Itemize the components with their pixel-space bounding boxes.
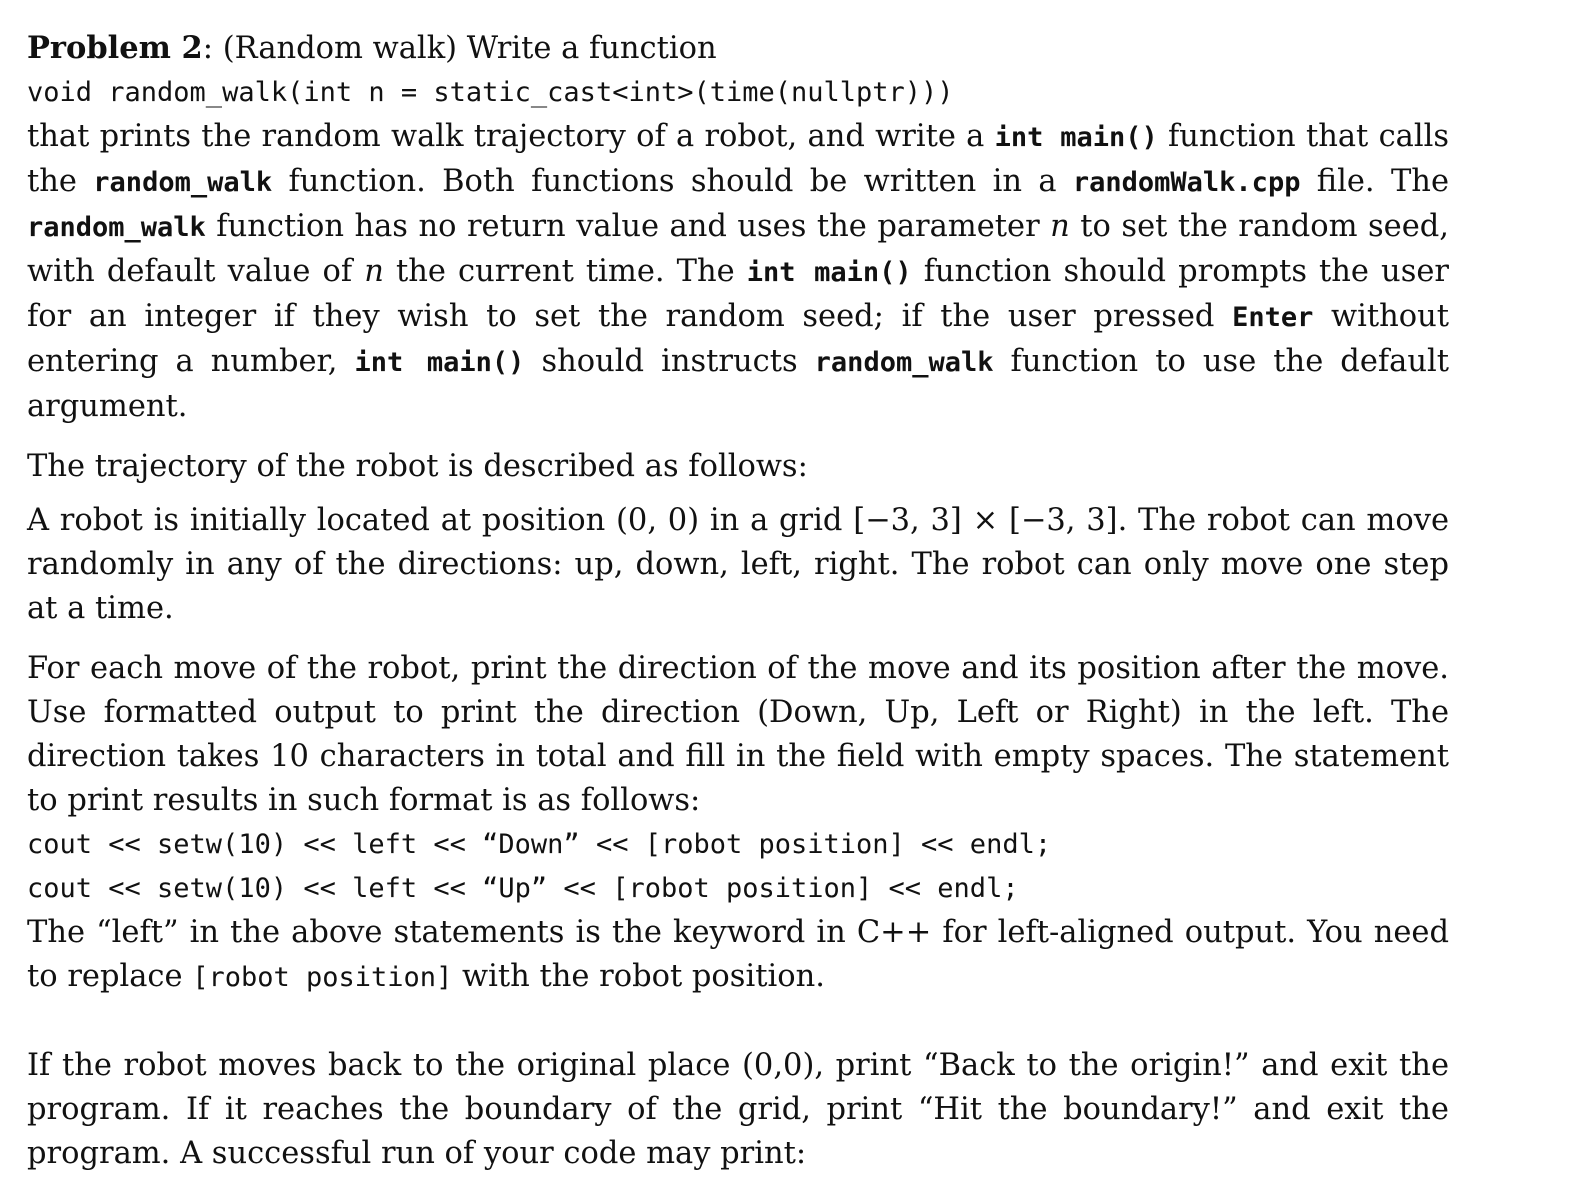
code-int-main: int main() bbox=[354, 347, 525, 378]
code-random-walk: random_walk bbox=[27, 212, 206, 243]
variable-n: n bbox=[1050, 209, 1070, 244]
text: The “left” in the above statements is the keyword in C++ for left-aligned output. You need to replace bbox=[27, 915, 1449, 994]
text: to set the random seed, with default value of bbox=[27, 209, 1449, 289]
code-line-down: cout << setw(10) << left << “Down” << [robot position] << endl; bbox=[27, 829, 1052, 860]
problem-document bbox=[27, 26, 1449, 1176]
text: should instructs bbox=[524, 344, 815, 379]
code-filename: randomWalk.cpp bbox=[1072, 167, 1301, 198]
code-int-main: int main() bbox=[746, 257, 912, 288]
function-signature: void random_walk(int n = static_cast<int>(time(nullptr))) bbox=[27, 77, 954, 108]
code-line-up: cout << setw(10) << left << “Up” << [robot position] << endl; bbox=[27, 873, 1019, 904]
variable-n: n bbox=[364, 254, 384, 289]
code-enter: Enter bbox=[1232, 302, 1314, 333]
text: file. The bbox=[1300, 164, 1449, 199]
text: function has no return value and uses the parameter bbox=[205, 209, 1051, 244]
text: the current time. The bbox=[383, 254, 747, 289]
text: with the robot position. bbox=[452, 959, 825, 994]
problem-label: Problem 2 bbox=[27, 30, 203, 66]
paragraph-grid-description: A robot is initially located at position (0, 0) in a grid [−3, 3] × [−3, 3]. The robot can move randomly in any of the directions: up, down, left, right. The robot can only move one step at a time. bbox=[27, 503, 1449, 626]
code-int-main: int main() bbox=[994, 122, 1158, 153]
text: that prints the random walk trajectory of a robot, and write a bbox=[27, 119, 995, 154]
text: function. Both functions should be written in a bbox=[272, 164, 1073, 199]
code-random-walk: random_walk bbox=[93, 167, 273, 198]
text: function should prompts the user for an integer if they wish to set the random seed; if the user pressed bbox=[27, 254, 1449, 334]
paragraph-output-format: For each move of the robot, print the direction of the move and its position after the move. Use formatted output to print the direction (Down, Up, Left or Right) in the left. The direction takes 10 characters in total and fill in the field with empty spaces. The statement to print results in such format is as follows: bbox=[27, 651, 1449, 818]
paragraph-left-keyword bbox=[27, 911, 1449, 1000]
code-robot-position: [robot position] bbox=[192, 962, 453, 993]
problem-heading-text: : (Random walk) Write a function bbox=[202, 31, 717, 66]
text: without entering a number, bbox=[27, 299, 1450, 379]
problem-heading bbox=[27, 26, 1449, 71]
paragraph-exit-conditions: If the robot moves back to the original place (0,0), print “Back to the origin!” and exit the program. If it reaches the boundary of the grid, print “Hit the boundary!” and exit the program. A successful run of your code may print: bbox=[27, 1048, 1449, 1171]
paragraph-description bbox=[27, 115, 1449, 429]
text: function to use the default argument. bbox=[27, 344, 1449, 424]
text: function that calls the bbox=[27, 119, 1449, 199]
paragraph-trajectory-intro: The trajectory of the robot is described as follows: bbox=[27, 449, 808, 484]
code-random-walk: random_walk bbox=[814, 347, 994, 378]
